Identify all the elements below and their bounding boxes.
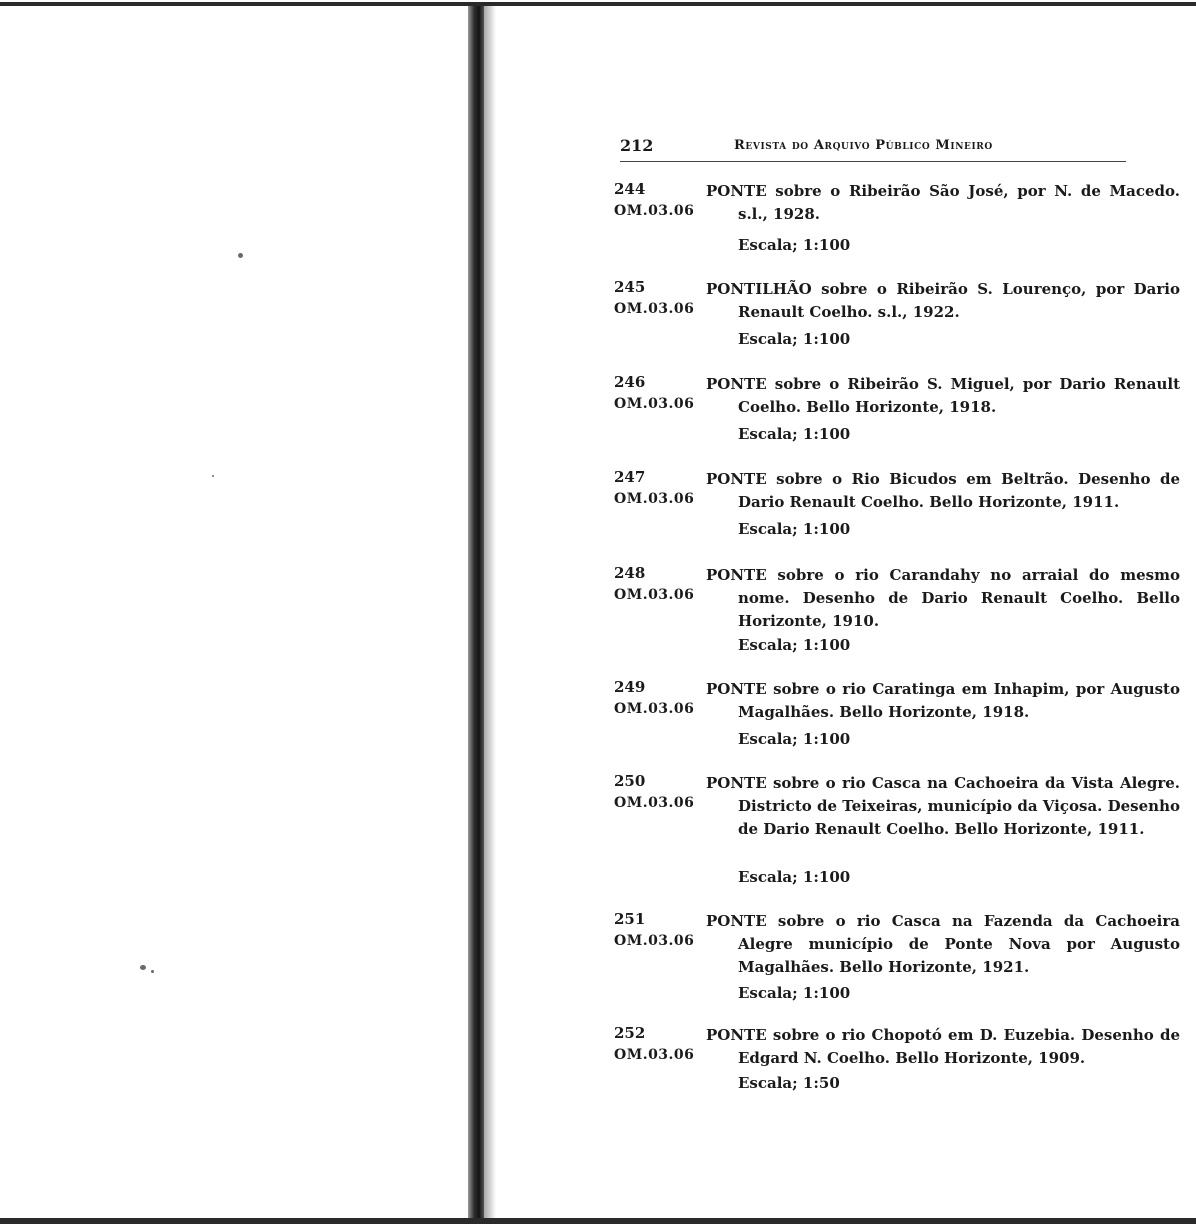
left-blank-page xyxy=(0,6,470,1218)
entry-number: 251 xyxy=(614,910,646,928)
entry-code: OM.03.06 xyxy=(614,491,695,507)
entry-number: 244 xyxy=(614,180,646,198)
entry-code: OM.03.06 xyxy=(614,396,695,412)
scan-speck xyxy=(238,253,243,258)
entry-scale: Escala; 1:100 xyxy=(738,520,851,538)
entry-scale: Escala; 1:50 xyxy=(738,1074,840,1092)
entry-code: OM.03.06 xyxy=(614,1047,695,1063)
entry-number: 250 xyxy=(614,772,646,790)
entry-number: 249 xyxy=(614,678,646,696)
entry-description: PONTE sobre o rio Chopotó em D. Euzebia. Desenho de Edgard N. Coelho. Bello Horizonte, 1909. xyxy=(706,1026,1180,1067)
entry-code: OM.03.06 xyxy=(614,933,695,949)
entry-number: 245 xyxy=(614,278,646,296)
scan-speck xyxy=(140,965,146,970)
header-rule xyxy=(620,161,1126,162)
entry-code: OM.03.06 xyxy=(614,301,695,317)
entry-scale: Escala; 1:100 xyxy=(738,330,851,348)
entry-scale: Escala; 1:100 xyxy=(738,636,851,654)
entry-number: 247 xyxy=(614,468,646,486)
entry-number: 252 xyxy=(614,1024,646,1042)
entry-description: PONTE sobre o Rio Bicudos em Beltrão. Desenho de Dario Renault Coelho. Bello Horizonte, 1911. xyxy=(706,470,1180,511)
spine-shadow xyxy=(484,6,496,1220)
scan-speck xyxy=(151,970,154,973)
entry-description: PONTE sobre o rio Carandahy no arraial do mesmo nome. Desenho de Dario Renault Coelho. Bello Horizonte, 1910. xyxy=(706,566,1180,630)
entry-number: 248 xyxy=(614,564,646,582)
entry-scale: Escala; 1:100 xyxy=(738,425,851,443)
scan-speck xyxy=(212,475,214,477)
entry-description: PONTE sobre o Ribeirão São José, por N. de Macedo. s.l., 1928. xyxy=(706,182,1180,223)
entry-description: PONTE sobre o rio Casca na Cachoeira da Vista Alegre. Districto de Teixeiras, município da Viçosa. Desenho de Dario Renault Coelho. Bello Horizonte, 1911. xyxy=(706,774,1180,838)
book-spine xyxy=(468,6,484,1220)
entry-description: PONTE sobre o rio Casca na Fazenda da Cachoeira Alegre município de Ponte Nova por Augusto Magalhães. Bello Horizonte, 1921. xyxy=(706,912,1180,976)
entry-code: OM.03.06 xyxy=(614,203,695,219)
entry-description: PONTE sobre o Ribeirão S. Miguel, por Dario Renault Coelho. Bello Horizonte, 1918. xyxy=(706,375,1180,416)
entry-code: OM.03.06 xyxy=(614,795,695,811)
entry-number: 246 xyxy=(614,373,646,391)
entry-description: PONTILHÃO sobre o Ribeirão S. Lourenço, por Dario Renault Coelho. s.l., 1922. xyxy=(706,280,1180,321)
running-title: Revista do Arquivo Público Mineiro xyxy=(734,138,993,153)
page-number: 212 xyxy=(620,136,654,155)
bottom-scan-edge xyxy=(0,1218,1196,1224)
entry-scale: Escala; 1:100 xyxy=(738,730,851,748)
entry-description: PONTE sobre o rio Caratinga em Inhapim, por Augusto Magalhães. Bello Horizonte, 1918. xyxy=(706,680,1180,721)
page-header xyxy=(620,136,1126,166)
entry-scale: Escala; 1:100 xyxy=(738,984,851,1002)
entry-code: OM.03.06 xyxy=(614,587,695,603)
entry-code: OM.03.06 xyxy=(614,701,695,717)
entry-scale: Escala; 1:100 xyxy=(738,868,851,886)
entry-scale: Escala; 1:100 xyxy=(738,236,851,254)
